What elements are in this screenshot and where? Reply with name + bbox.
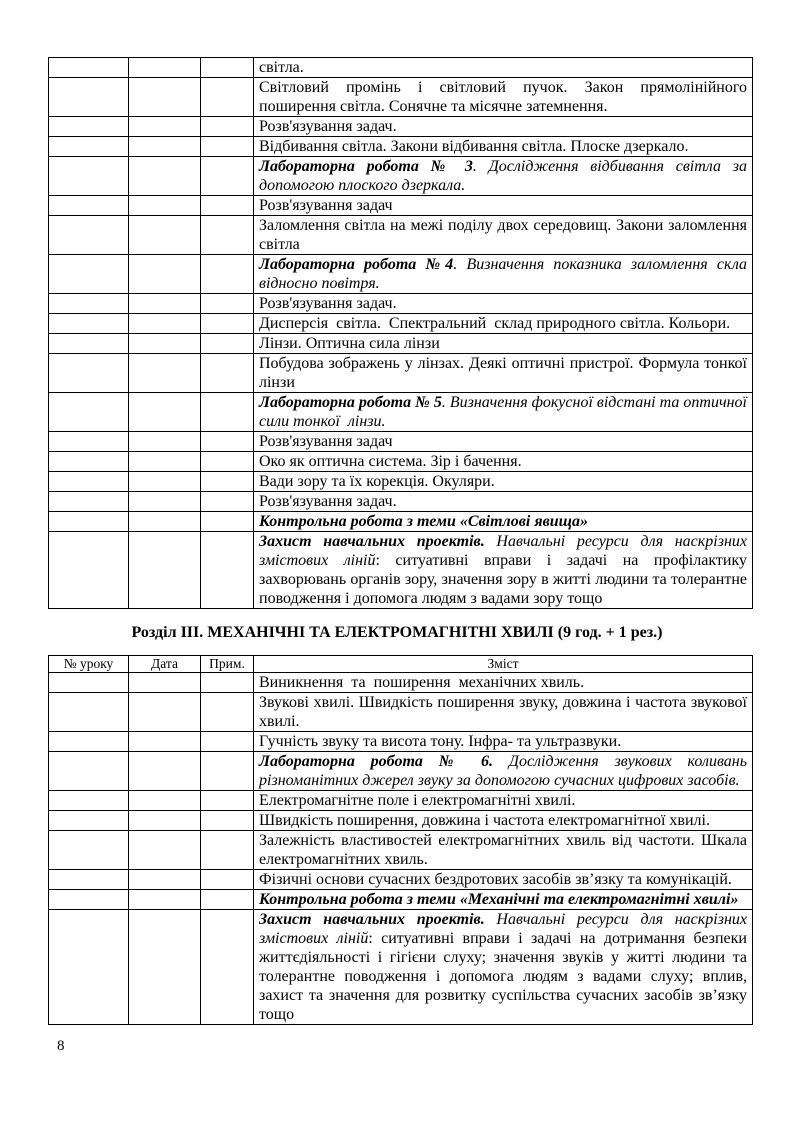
note-cell	[201, 870, 254, 890]
content-text: Лабораторна робота № 5	[259, 394, 442, 411]
lesson-cell	[49, 354, 129, 393]
content-text: Виникнення та поширення механічних хвиль.	[259, 674, 585, 691]
note-cell	[201, 78, 254, 117]
content-text: Контрольна робота з теми «Механічні та електромагнітні хвилі»	[259, 891, 739, 908]
content-text: Світловий промінь і світловий пучок. Закон прямолінійного поширення світла. Сонячне та місячне затемнення.	[259, 79, 751, 115]
content-cell	[254, 314, 753, 334]
content-text: : ситуативні вправи і задачі на профілактику захворювань органів зору, значення зору в житті людини та толерантне поводження і допомога людям з вадами зору тощо	[259, 552, 751, 607]
content-text: Розв'язування задач	[259, 433, 393, 450]
table-row	[49, 393, 753, 432]
content-text: . Визначення показника заломлення скла відносно повітря.	[259, 256, 751, 292]
note-cell	[201, 890, 254, 910]
curriculum-table-light-phenomena	[48, 57, 753, 609]
content-text: : ситуативні вправи і задачі на дотримання безпеки життєдіяльності і гігієни слуху; значення звуків у житті людини та толерантне поводження і допомога людям з вадами слуху; вплив, захист та значення для розвитку суспільства сучасних засобів зв’язку тощо	[259, 930, 751, 1023]
content-text: Побудова зображень у лінзах. Деякі оптичні пристрої. Формула тонкої лінзи	[259, 355, 751, 391]
lesson-cell	[49, 532, 129, 609]
content-cell	[254, 216, 753, 255]
note-cell	[201, 117, 254, 137]
lesson-cell	[49, 870, 129, 890]
table-row	[49, 314, 753, 334]
content-cell	[254, 294, 753, 314]
lesson-cell	[49, 314, 129, 334]
lesson-cell	[49, 393, 129, 432]
date-cell	[129, 216, 201, 255]
note-cell	[201, 532, 254, 609]
lesson-cell	[49, 255, 129, 294]
content-cell	[254, 791, 753, 811]
table-row	[49, 870, 753, 890]
lesson-cell	[49, 196, 129, 216]
curriculum-table-mechanical-electromagnetic-waves	[48, 655, 753, 1025]
content-cell	[254, 452, 753, 472]
table2-body	[49, 656, 753, 1025]
content-cell	[254, 354, 753, 393]
date-cell	[129, 354, 201, 393]
content-text: Око як оптична система. Зір і бачення.	[259, 453, 522, 470]
content-text: Відбивання світла. Закони відбивання світла. Плоске дзеркало.	[259, 138, 689, 155]
date-cell	[129, 452, 201, 472]
note-cell	[201, 255, 254, 294]
note-cell	[201, 752, 254, 791]
content-text: Дослідження звукових коливань різноманітних джерел звуку за допомогою сучасних цифрових засобів.	[259, 753, 751, 789]
content-cell	[254, 752, 753, 791]
table-row	[49, 831, 753, 870]
lesson-cell	[49, 334, 129, 354]
lesson-cell	[49, 512, 129, 532]
content-text: Навчальні ресурси для наскрізних змістових ліній	[259, 911, 751, 947]
lesson-cell	[49, 811, 129, 831]
table-row	[49, 58, 753, 78]
date-cell	[129, 791, 201, 811]
date-cell	[129, 910, 201, 1025]
lesson-cell	[49, 452, 129, 472]
content-text: Гучність звуку та висота тону. Інфра- та ультразвуки.	[259, 733, 622, 750]
note-cell	[201, 791, 254, 811]
note-cell	[201, 673, 254, 693]
table-row	[49, 78, 753, 117]
table1-body	[49, 58, 753, 609]
lesson-cell	[49, 78, 129, 117]
table-row	[49, 216, 753, 255]
table-row	[49, 673, 753, 693]
date-cell	[129, 393, 201, 432]
table-row	[49, 255, 753, 294]
note-cell	[201, 58, 254, 78]
note-cell	[201, 432, 254, 452]
content-text: Швидкість поширення, довжина і частота електромагнітної хвилі.	[259, 812, 710, 829]
table-row	[49, 117, 753, 137]
date-cell	[129, 870, 201, 890]
lesson-cell	[49, 157, 129, 196]
date-cell	[129, 532, 201, 609]
note-cell	[201, 492, 254, 512]
content-cell	[254, 137, 753, 157]
note-cell	[201, 137, 254, 157]
table-row	[49, 512, 753, 532]
table-row	[49, 472, 753, 492]
table-row	[49, 811, 753, 831]
note-cell	[201, 294, 254, 314]
note-cell	[201, 334, 254, 354]
note-cell	[201, 693, 254, 732]
date-cell	[129, 512, 201, 532]
content-text: Звукові хвилі. Швидкість поширення звуку, довжина і частота звукової хвилі.	[259, 694, 751, 730]
content-cell	[254, 334, 753, 354]
lesson-cell	[49, 432, 129, 452]
table-row	[49, 791, 753, 811]
date-cell	[129, 673, 201, 693]
header-date: Дата	[129, 656, 201, 673]
note-cell	[201, 393, 254, 432]
content-cell	[254, 870, 753, 890]
date-cell	[129, 752, 201, 791]
lesson-cell	[49, 137, 129, 157]
lesson-cell	[49, 732, 129, 752]
date-cell	[129, 78, 201, 117]
note-cell	[201, 196, 254, 216]
content-cell	[254, 673, 753, 693]
table-row	[49, 693, 753, 732]
content-cell	[254, 196, 753, 216]
table-row	[49, 432, 753, 452]
table-row	[49, 910, 753, 1025]
note-cell	[201, 157, 254, 196]
date-cell	[129, 472, 201, 492]
date-cell	[129, 831, 201, 870]
note-cell	[201, 314, 254, 334]
content-cell	[254, 492, 753, 512]
table-row	[49, 137, 753, 157]
table-row	[49, 196, 753, 216]
content-cell	[254, 432, 753, 452]
section-title: Розділ ІІІ. МЕХАНІЧНІ ТА ЕЛЕКТРОМАГНІТНІ ХВИЛІ (9 год. + 1 рез.)	[131, 624, 663, 641]
content-text: Лабораторна робота №4	[259, 256, 454, 273]
content-text: Розв'язування задач.	[259, 493, 397, 510]
content-text: Електромагнітне поле і електромагнітні хвилі.	[259, 792, 576, 809]
content-text: Розв'язування задач	[259, 197, 393, 214]
table-row	[49, 532, 753, 609]
content-cell	[254, 255, 753, 294]
lesson-cell	[49, 117, 129, 137]
content-cell	[254, 811, 753, 831]
table-row	[49, 294, 753, 314]
lesson-cell	[49, 294, 129, 314]
lesson-cell	[49, 58, 129, 78]
content-cell	[254, 78, 753, 117]
content-text: Розв'язування задач.	[259, 295, 397, 312]
lesson-cell	[49, 910, 129, 1025]
content-cell	[254, 157, 753, 196]
content-text: світла.	[259, 59, 304, 76]
content-text: Фізичні основи сучасних бездротових засобів зв’язку та комунікацій.	[259, 871, 732, 888]
date-cell	[129, 334, 201, 354]
note-cell	[201, 472, 254, 492]
content-text: . Дослідження відбивання світла за допомогою плоского дзеркала.	[259, 158, 751, 194]
content-cell	[254, 512, 753, 532]
content-text: Вади зору та їх корекція. Окуляри.	[259, 473, 495, 490]
lesson-cell	[49, 752, 129, 791]
content-cell	[254, 890, 753, 910]
date-cell	[129, 117, 201, 137]
table-row	[49, 157, 753, 196]
date-cell	[129, 811, 201, 831]
date-cell	[129, 196, 201, 216]
note-cell	[201, 732, 254, 752]
page-number: 8	[57, 1038, 65, 1054]
note-cell	[201, 512, 254, 532]
table-row	[49, 492, 753, 512]
content-text: Дисперсія світла. Спектральний склад природного світла. Кольори.	[259, 315, 731, 332]
lesson-cell	[49, 791, 129, 811]
content-cell	[254, 910, 753, 1025]
content-cell	[254, 693, 753, 732]
content-text: Контрольна робота з теми «Світлові явища»	[259, 513, 588, 530]
content-cell	[254, 831, 753, 870]
table-row	[49, 452, 753, 472]
date-cell	[129, 314, 201, 334]
table-header-row	[49, 656, 753, 673]
table-row	[49, 354, 753, 393]
lesson-cell	[49, 216, 129, 255]
content-cell	[254, 472, 753, 492]
content-text: Захист навчальних проектів.	[259, 911, 485, 928]
content-text: Навчальні ресурси для наскрізних змістових ліній	[259, 533, 751, 569]
content-text: Розв'язування задач.	[259, 118, 397, 135]
header-note: Прим.	[201, 656, 254, 673]
content-cell	[254, 532, 753, 609]
note-cell	[201, 354, 254, 393]
date-cell	[129, 890, 201, 910]
note-cell	[201, 452, 254, 472]
content-cell	[254, 732, 753, 752]
content-text: Залежність властивостей електромагнітних хвиль від частоти. Шкала електромагнітних хвиль.	[259, 832, 751, 868]
date-cell	[129, 432, 201, 452]
note-cell	[201, 216, 254, 255]
date-cell	[129, 58, 201, 78]
content-cell	[254, 58, 753, 78]
lesson-cell	[49, 693, 129, 732]
header-content: Зміст	[254, 656, 753, 673]
date-cell	[129, 157, 201, 196]
content-text: Заломлення світла на межі поділу двох середовищ. Закони заломлення світла	[259, 217, 751, 253]
content-text: Лабораторна робота № 3	[259, 158, 473, 175]
table-row	[49, 732, 753, 752]
table-row	[49, 334, 753, 354]
date-cell	[129, 137, 201, 157]
content-cell	[254, 393, 753, 432]
header-lesson-number: № уроку	[49, 656, 129, 673]
lesson-cell	[49, 890, 129, 910]
note-cell	[201, 831, 254, 870]
lesson-cell	[49, 673, 129, 693]
lesson-cell	[49, 492, 129, 512]
date-cell	[129, 294, 201, 314]
table-row	[49, 752, 753, 791]
content-text: Лінзи. Оптична сила лінзи	[259, 335, 440, 352]
date-cell	[129, 693, 201, 732]
note-cell	[201, 811, 254, 831]
content-text: . Визначення фокусної відстані та оптичної сили тонкої лінзи.	[259, 394, 751, 430]
date-cell	[129, 492, 201, 512]
content-text: Захист навчальних проектів.	[259, 533, 485, 550]
lesson-cell	[49, 831, 129, 870]
date-cell	[129, 732, 201, 752]
note-cell	[201, 910, 254, 1025]
content-text: Лабораторна робота № 6.	[259, 753, 493, 770]
content-cell	[254, 117, 753, 137]
lesson-cell	[49, 472, 129, 492]
table-row	[49, 890, 753, 910]
date-cell	[129, 255, 201, 294]
